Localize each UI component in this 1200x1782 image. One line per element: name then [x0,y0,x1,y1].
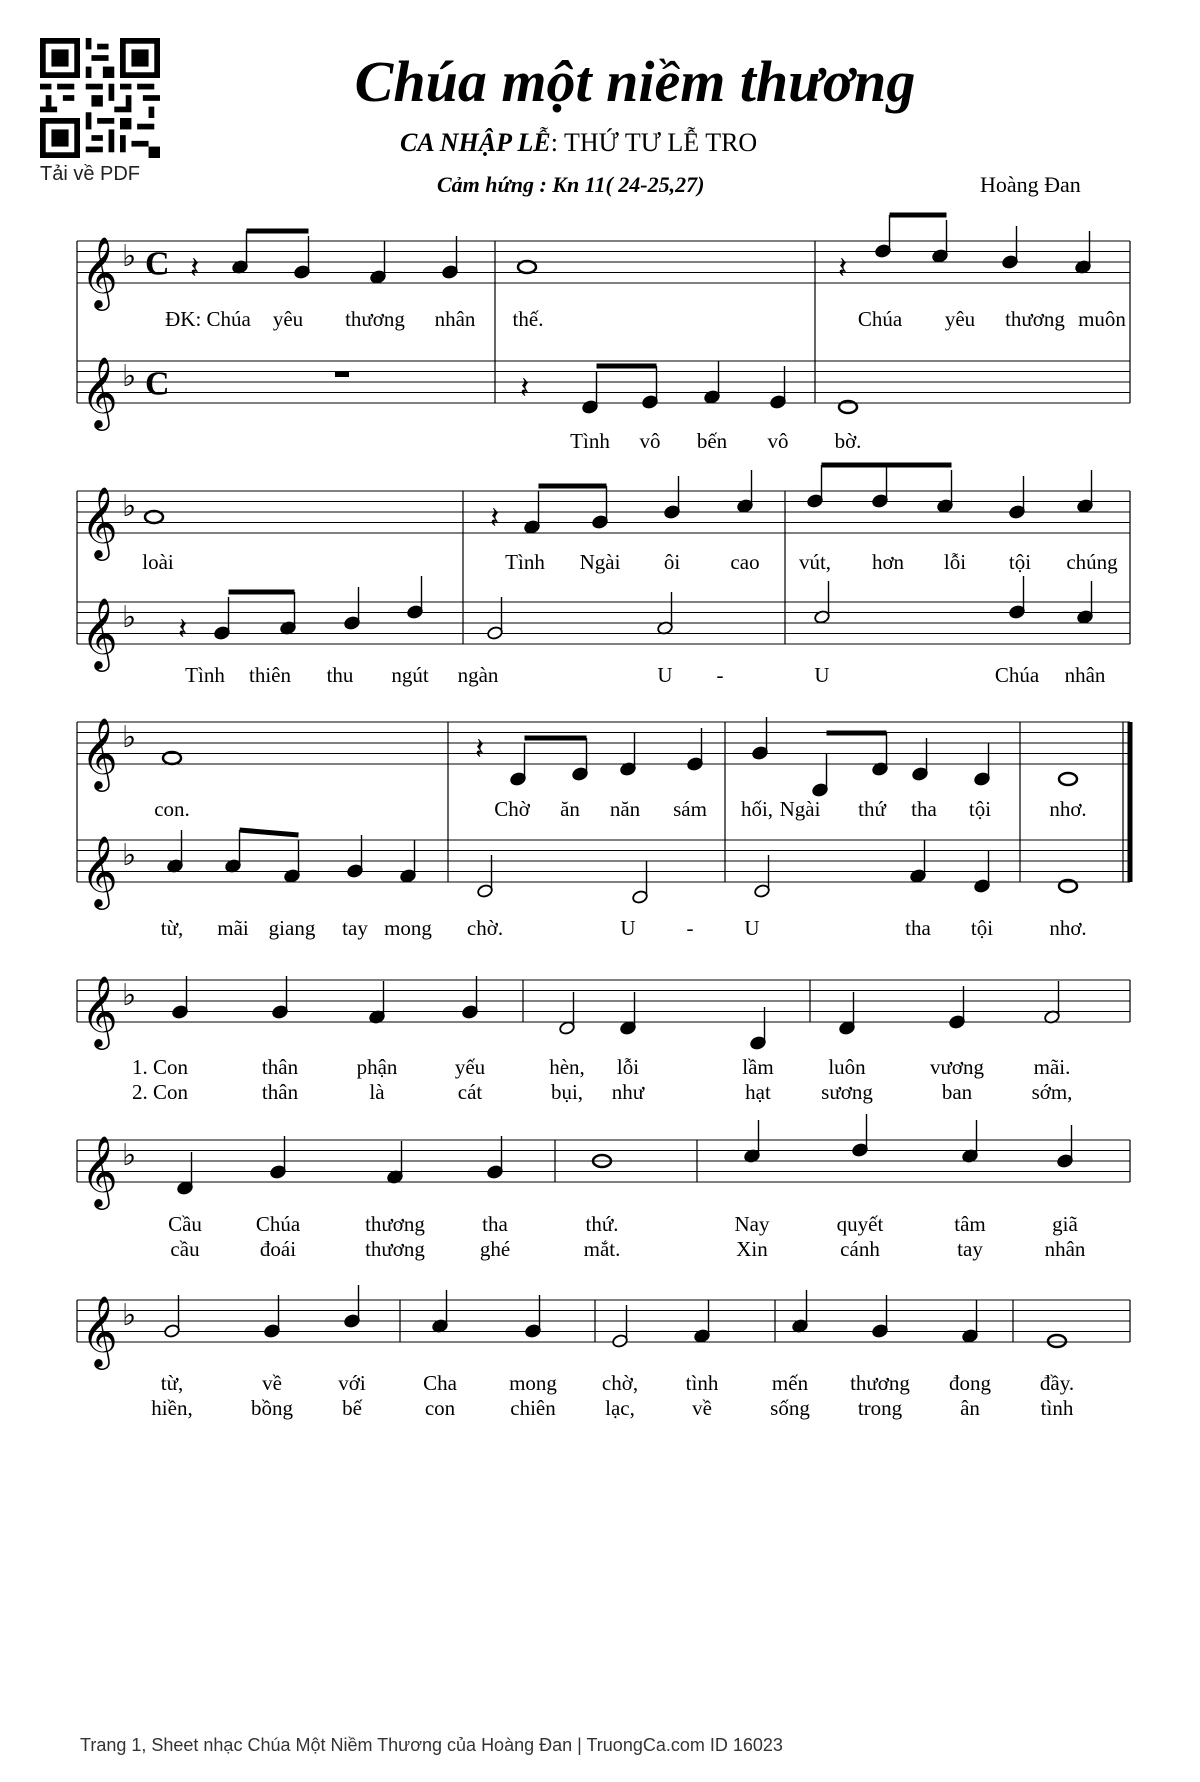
flat-key-signature-icon: ♭ [122,1139,137,1173]
lyric-verse-1: tha [482,1212,508,1236]
common-time-icon: C [145,365,170,403]
lyric-chorus-lower: U [744,916,760,940]
lyric-verse-2: 2. Con [131,1080,189,1104]
treble-clef-icon: 𝄞 [81,239,118,307]
lyric-verse-1: thân [261,1055,299,1079]
subtitle-rest: : THỨ TƯ LỄ TRO [550,128,758,157]
lyric-verse-2: hiền, [151,1396,193,1420]
page-footer: Trang 1, Sheet nhạc Chúa Một Niềm Thương của Hoàng Đan | TruongCa.com ID 16023 [80,1735,783,1755]
flat-key-signature-icon: ♭ [122,490,137,524]
lyric-verse-1: chờ, [601,1371,639,1395]
lyric-chorus: lỗi [943,550,967,574]
lyric-verse-1: lầm [742,1055,774,1079]
lyric-chorus-lower: tội [970,916,994,940]
flat-key-signature-icon: ♭ [122,979,137,1013]
whole-note [145,511,163,523]
lyric-chorus: vút, [798,550,832,574]
inspiration-text: Cảm hứng : Kn 11( 24-25,27) [437,172,705,197]
lyric-verse-1: vương [930,1055,984,1079]
treble-clef-icon: 𝄞 [81,978,118,1046]
lyric-verse-2: chiên [510,1396,556,1420]
lyric-verse-1: luôn [828,1055,866,1079]
whole-rest-icon [335,372,349,377]
lyric-verse-1: từ, [160,1371,184,1395]
lyric-chorus: yêu [944,307,976,331]
lyric-verse-2: sống [770,1396,810,1420]
lyric-chorus-lower: ngút [391,663,429,687]
eighth-beam [240,830,299,835]
lyric-verse-2: sớm, [1031,1080,1073,1104]
lyric-chorus-lower: vô [639,429,661,453]
lyric-verse-1: Nay [734,1212,770,1236]
lyric-chorus-lower: thu [326,663,354,687]
lyric-verse-2: mắt. [583,1237,621,1261]
lyric-verse-2: tình [1040,1396,1074,1420]
whole-note [1048,1335,1066,1347]
lyric-verse-1: Cầu [168,1212,202,1236]
lyric-chorus-lower: Tình [570,429,610,453]
lyric-verse-2: Xin [736,1237,768,1261]
lyric-chorus: Ngài [779,797,821,821]
treble-clef-icon: 𝄞 [81,359,118,427]
lyric-chorus-lower: U [814,663,830,687]
lyric-chorus: Tình [505,550,545,574]
lyric-verse-1: mến [771,1371,809,1395]
qr-download-label[interactable]: Tải về PDF [40,163,141,185]
lyric-verse-1: Chúa [255,1212,301,1236]
flat-key-signature-icon: ♭ [122,839,137,873]
lyric-chorus-lower: mãi [217,916,249,940]
lyric-verse-2: ân [960,1396,980,1420]
lyric-chorus-lower: tha [905,916,931,940]
treble-clef-icon: 𝄞 [81,600,118,668]
lyric-chorus-lower: Chúa [994,663,1040,687]
treble-clef-icon: 𝄞 [81,1298,118,1366]
lyric-verse-2: tay [957,1237,983,1261]
lyric-chorus-lower: mong [384,916,432,940]
lyric-verse-2: cầu [170,1237,200,1261]
lyric-chorus: chúng [1066,550,1118,574]
lyric-chorus: Chúa [857,307,903,331]
quarter-rest-icon: 𝄽 [190,251,200,285]
lyric-verse-2: về [692,1396,712,1420]
lyric-chorus: yêu [272,307,304,331]
quarter-rest-icon: 𝄽 [520,371,530,405]
lyric-verse-2: cánh [840,1237,880,1261]
lyric-chorus-lower: vô [767,429,789,453]
lyric-verse-1: về [262,1371,282,1395]
lyric-chorus: năn [609,797,641,821]
treble-clef-icon: 𝄞 [81,720,118,788]
lyric-chorus: Chờ [494,797,530,821]
lyric-chorus: thương [1005,307,1065,331]
treble-clef-icon: 𝄞 [81,838,118,906]
lyric-verse-1: thương [365,1212,425,1236]
lyric-chorus-lower: chờ. [466,916,504,940]
lyric-chorus-lower: - [716,663,724,687]
lyric-chorus: tội [1008,550,1032,574]
lyric-verse-1: đầy. [1039,1371,1075,1395]
lyric-verse-1: với [338,1371,366,1395]
lyric-verse-1: thứ. [585,1212,619,1236]
lyric-verse-2: trong [857,1396,903,1420]
lyric-verse-2: sương [821,1080,873,1104]
lyric-chorus: con. [154,797,190,821]
lyric-chorus-lower: - [686,916,694,940]
lyric-chorus: cao [730,550,760,574]
lyric-verse-1: yếu [454,1055,486,1079]
lyric-verse-2: ban [941,1080,973,1104]
quarter-rest-icon: 𝄽 [490,501,500,535]
lyric-chorus: nhơ. [1049,797,1087,821]
lyric-verse-2: hạt [745,1080,771,1104]
lyric-verse-1: tình [685,1371,719,1395]
lyric-verse-1: mong [509,1371,557,1395]
lyric-chorus: thương [345,307,405,331]
flat-key-signature-icon: ♭ [122,240,137,274]
lyric-verse-1: đong [949,1371,991,1395]
lyric-verse-2: bế [342,1396,362,1420]
lyric-chorus-lower: tay [342,916,368,940]
treble-clef-icon: 𝄞 [81,489,118,557]
lyric-verse-2: thân [261,1080,299,1104]
treble-clef-icon: 𝄞 [81,1138,118,1206]
lyric-verse-2: như [611,1080,645,1104]
lyric-verse-2: cát [457,1080,483,1104]
lyric-chorus: ôi [663,550,681,574]
lyric-verse-2: đoái [259,1237,297,1261]
lyric-verse-1: hèn, [549,1055,585,1079]
whole-note [518,261,536,273]
lyric-verse-2: ghé [479,1237,511,1261]
lyric-verse-1: quyết [836,1212,884,1236]
lyric-verse-1: thương [850,1371,910,1395]
lyric-chorus-lower: ngàn [457,663,499,687]
lyric-chorus-lower: bến [696,429,728,453]
lyric-verse-1: lỗi [616,1055,640,1079]
lyric-verse-2: con [424,1396,456,1420]
lyric-verse-1: mãi. [1033,1055,1071,1079]
lyric-chorus: ăn [560,797,580,821]
composer-name: Hoàng Đan [980,172,1081,197]
lyric-chorus-lower: Tình [185,663,225,687]
lyric-chorus: sám [673,797,707,821]
lyric-verse-1: 1. Con [131,1055,189,1079]
lyric-verse-2: nhân [1044,1237,1086,1261]
flat-key-signature-icon: ♭ [122,360,137,394]
lyric-chorus: ĐK: Chúa [165,307,251,331]
flat-key-signature-icon: ♭ [122,1299,137,1333]
lyric-chorus-lower: nhân [1064,663,1106,687]
lyric-verse-2: thương [365,1237,425,1261]
lyric-verse-1: phận [356,1055,398,1079]
lyric-verse-1: giã [1052,1212,1078,1236]
lyric-chorus-lower: từ, [160,916,184,940]
lyric-chorus: muôn [1078,307,1126,331]
lyric-verse-2: là [369,1080,385,1104]
lyric-chorus: thứ [858,797,886,821]
lyric-chorus-lower: thiên [249,663,291,687]
lyric-chorus: tha [911,797,937,821]
song-title: Chúa một niềm thương [354,49,916,114]
lyric-verse-2: bụi, [550,1080,584,1104]
lyric-chorus: loài [142,550,174,574]
lyric-chorus: Ngài [579,550,621,574]
flat-key-signature-icon: ♭ [122,721,137,755]
lyric-chorus: nhân [434,307,476,331]
lyric-chorus-lower: bờ. [834,429,862,453]
whole-note [1059,773,1077,785]
subtitle-bold: CA NHẬP LỄ [400,128,551,157]
quarter-rest-icon: 𝄽 [178,612,188,646]
lyric-verse-1: Cha [423,1371,457,1395]
quarter-rest-icon: 𝄽 [475,732,485,766]
lyric-chorus-lower: U [620,916,636,940]
lyric-verse-2: bồng [251,1396,293,1420]
lyric-chorus: thế. [512,307,544,331]
lyric-chorus: tội [968,797,992,821]
lyric-chorus: hơn [871,550,905,574]
flat-key-signature-icon: ♭ [122,601,137,635]
lyric-verse-2: lạc, [605,1396,635,1420]
lyric-chorus-lower: U [657,663,673,687]
lyric-verse-1: tâm [954,1212,986,1236]
lyric-chorus-lower: nhơ. [1049,916,1087,940]
lyric-chorus-lower: giang [268,916,316,940]
common-time-icon: C [145,245,170,283]
lyric-chorus: hối, [740,797,774,821]
quarter-rest-icon: 𝄽 [838,251,848,285]
